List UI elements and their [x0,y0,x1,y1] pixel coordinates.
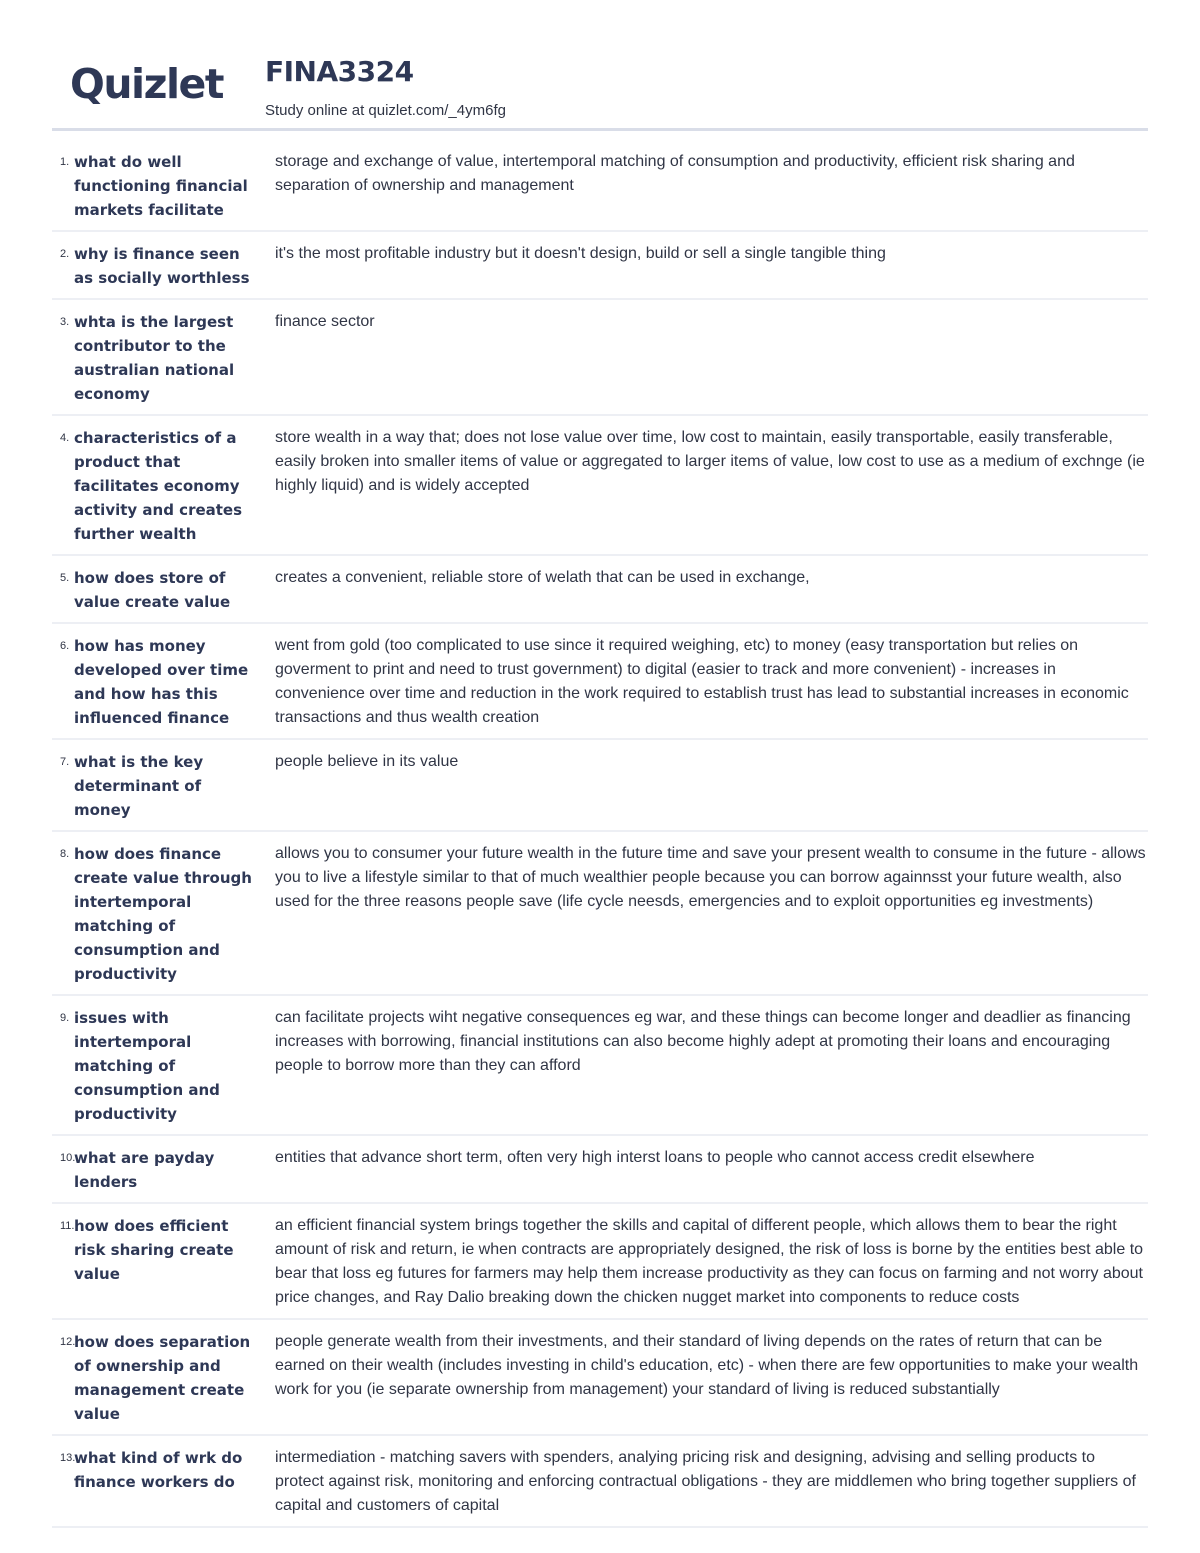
card-definition: allows you to consumer your future wealth in the future time and save your present wealth to consume in the future - allows you to live a lifestyle similar to that of much wealthier people because you can borrow againnsst your future wealth, also used for the three reasons people save (life cycle neesds, emergencies and to exploit opportunities eg investments) [275,845,1146,910]
page-title: FINA3324 [265,55,414,88]
header-divider [52,128,1148,131]
card-number: 13. [60,1452,76,1464]
flashcard-list [52,148,1148,1536]
flashcard-row [52,564,1148,624]
card-term: what do well functioning financial markets facilitate [74,153,248,219]
card-definition: storage and exchange of value, intertemporal matching of consumption and productivity, efficient risk sharing and separation of ownership and management [275,153,1075,194]
flashcard-row [52,308,1148,416]
flashcard-row [52,240,1148,300]
card-number: 7. [60,756,70,768]
page-header [52,52,1148,132]
card-number: 10. [60,1152,76,1164]
card-number: 3. [60,316,70,328]
card-term: issues with intertemporal matching of consumption and productivity [74,1009,220,1123]
card-term: why is finance seen as socially worthless [74,245,250,287]
card-definition: entities that advance short term, often very high interst loans to people who cannot access credit elsewhere [275,1149,1035,1166]
card-number: 8. [60,848,70,860]
card-term: how does store of value create value [74,569,231,611]
card-number: 4. [60,432,70,444]
card-term: what are payday lenders [74,1149,215,1191]
card-definition: can facilitate projects wiht negative consequences eg war, and these things can become longer and deadlier as financing increases with borrowing, financial institutions can also become highly adept at promoting their loans and encouraging people to borrow more than they can afford [275,1009,1131,1074]
card-definition: creates a convenient, reliable store of welath that can be used in exchange, [275,569,810,586]
card-definition: finance sector [275,313,375,330]
flashcard-row [52,1328,1148,1436]
card-term: how has money developed over time and how has this influenced finance [74,637,249,727]
card-number: 9. [60,1012,70,1024]
card-number: 12. [60,1336,76,1348]
card-number: 1. [60,156,70,168]
card-number: 6. [60,640,70,652]
card-term: characteristics of a product that facilitates economy activity and creates further wealth [74,429,243,543]
card-term: how does efficient risk sharing create value [74,1217,234,1283]
study-online-link[interactable]: Study online at quizlet.com/_4ym6fg [265,102,506,119]
card-definition: it's the most profitable industry but it doesn't design, build or sell a single tangible thing [275,245,886,262]
card-definition: people generate wealth from their investments, and their standard of living depends on the rates of return that can be earned on their wealth (includes investing in child's education, etc) - when there are few opportunities to make your wealth work for you (ie separate ownership from management) your standard of living is reduced substantially [275,1333,1139,1398]
card-number: 2. [60,248,70,260]
flashcard-row [52,1444,1148,1528]
card-number: 5. [60,572,70,584]
flashcard-row [52,840,1148,996]
quizlet-logo: Quizlet [70,60,223,108]
card-definition: an efficient financial system brings together the skills and capital of different people, which allows them to bear the right amount of risk and return, ie when contracts are appropriately designed, the risk of loss is borne by the entities best able to bear that loss eg futures for farmers may help them increase productivity as they can focus on farming and not worry about price changes, and Ray Dalio breaking down the chicken nugget market into components to reduce costs [275,1217,1144,1306]
flashcard-row [52,1004,1148,1136]
flashcard-row [52,748,1148,832]
card-term: what is the key determinant of money [74,753,204,819]
card-definition: store wealth in a way that; does not lose value over time, low cost to maintain, easily transportable, easily transferable, easily broken into smaller items of value or aggregated to larger items of value, low cost to use as a medium of exchnge (ie highly liquid) and is widely accepted [275,429,1145,494]
flashcard-row [52,1144,1148,1204]
flashcard-row [52,148,1148,232]
flashcard-row [52,632,1148,740]
card-number: 11. [60,1220,75,1232]
card-definition: people believe in its value [275,753,459,770]
card-term: what kind of wrk do finance workers do [74,1449,243,1491]
card-definition: went from gold (too complicated to use since it required weighing, etc) to money (easy transportation but relies on goverment to print and need to trust government) to digital (easier to track and more convenient) - increases in convenience over time and reduction in the work required to establish trust has lead to substantial increases in economic transactions and thus wealth creation [275,637,1129,726]
card-term: how does finance create value through intertemporal matching of consumption and productivity [74,845,252,983]
card-term: how does separation of ownership and management create value [74,1333,251,1423]
card-definition: intermediation - matching savers with spenders, analying pricing risk and designing, advising and selling products to protect against risk, monitoring and enforcing contractual obligations - they are middlemen who bring together suppliers of capital and customers of capital [275,1449,1136,1514]
flashcard-row [52,1212,1148,1320]
card-term: whta is the largest contributor to the australian national economy [74,313,235,403]
flashcard-row [52,424,1148,556]
